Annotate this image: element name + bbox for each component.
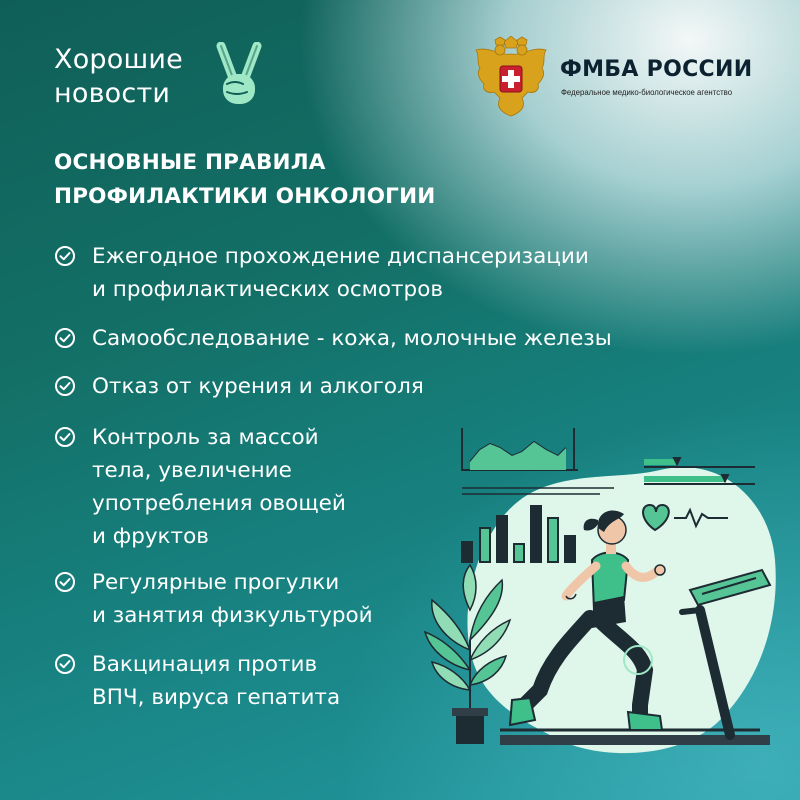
check-circle-icon [54, 327, 76, 349]
list-item-text [92, 322, 612, 355]
victory-hand-icon [213, 42, 265, 110]
list-item-line: Вакцинация против [92, 652, 318, 677]
list-item-line: и занятия физкультурой [92, 603, 373, 628]
brand-line-2: новости [54, 78, 171, 109]
list-item-text [92, 421, 346, 553]
list-item-text [92, 648, 340, 714]
page-title-line-1: ОСНОВНЫЕ ПРАВИЛА [54, 150, 326, 175]
list-item [54, 322, 612, 355]
line-chart-graphic [462, 428, 578, 470]
list-item-text [92, 566, 373, 632]
check-circle-icon [54, 653, 76, 675]
list-item-line: Регулярные прогулки [92, 570, 340, 595]
list-item [54, 240, 589, 306]
list-item-text [92, 370, 424, 403]
list-item-line: Самообследование - кожа, молочные железы [92, 326, 612, 351]
list-item-line: тела, увеличение [92, 458, 292, 483]
list-item-line: и фруктов [92, 524, 209, 549]
brand-logo-text [54, 44, 183, 110]
list-item-line: Контроль за массой [92, 425, 319, 450]
list-item-line: ВПЧ, вируса гепатита [92, 685, 341, 710]
page-title [54, 146, 435, 214]
brand-line-1: Хорошие [54, 44, 183, 75]
double-headed-eagle-emblem [470, 36, 552, 120]
list-item [54, 566, 373, 632]
list-item-line: употребления овощей [92, 491, 346, 516]
treadmill-runner-illustration [400, 420, 800, 800]
list-item-line: и профилактических осмотров [92, 277, 444, 302]
check-circle-icon [54, 426, 76, 448]
list-item-line: Ежегодное прохождение диспансеризации [92, 244, 589, 269]
list-item [54, 370, 424, 403]
fmba-subtitle: Федеральное медико-биологическое агентство [561, 88, 733, 97]
check-circle-icon [54, 571, 76, 593]
list-item-line: Отказ от курения и алкоголя [92, 374, 424, 399]
fmba-title: ФМБА РОССИИ [560, 57, 753, 82]
page-title-line-2: ПРОФИЛАКТИКИ ОНКОЛОГИИ [54, 184, 436, 209]
check-circle-icon [54, 245, 76, 267]
list-item [54, 648, 340, 714]
check-circle-icon [54, 375, 76, 397]
list-item [54, 421, 346, 553]
list-item-text [92, 240, 589, 306]
